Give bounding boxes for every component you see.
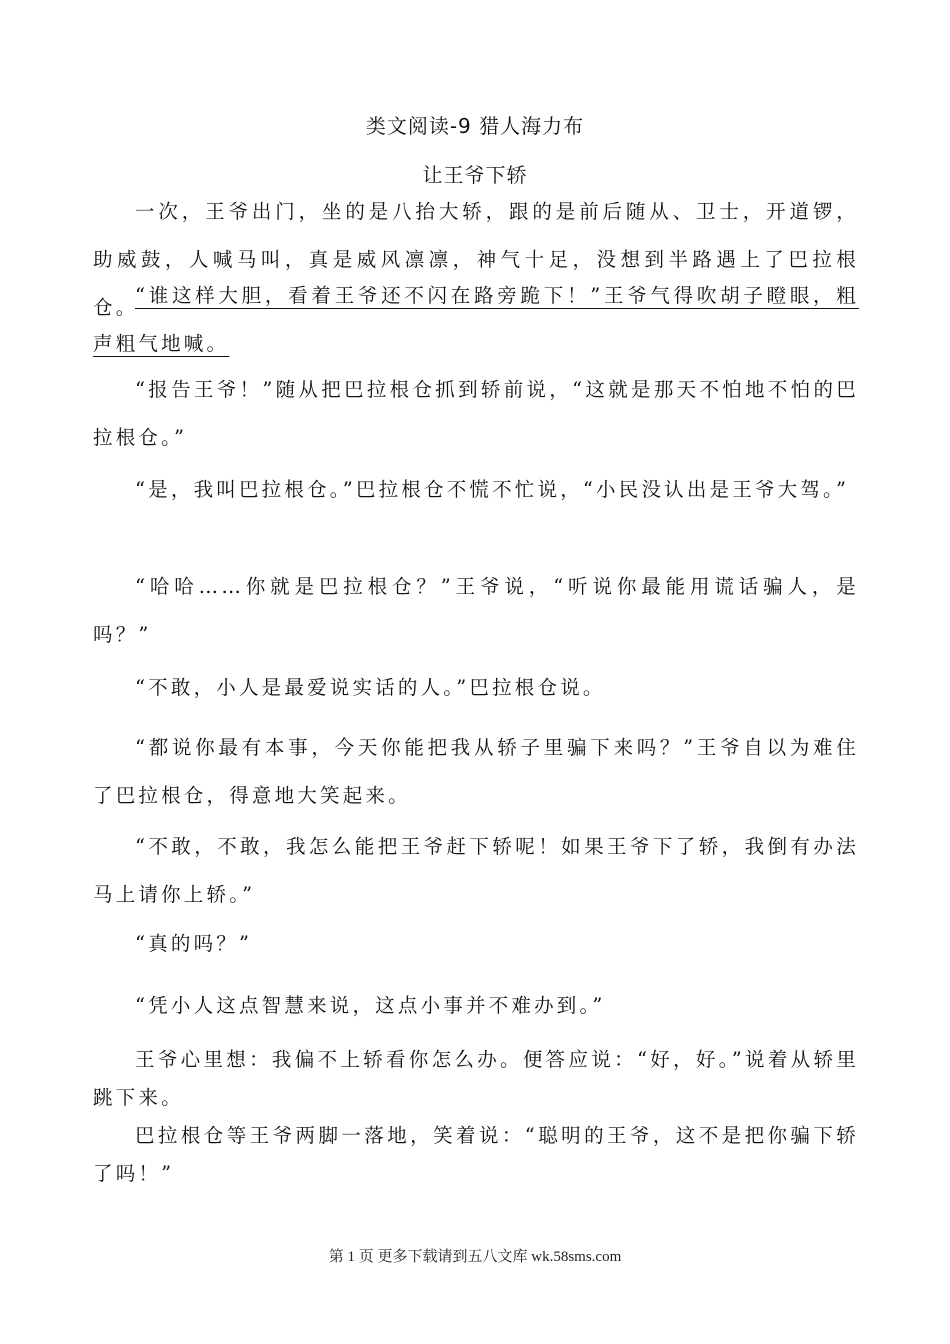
paragraph-4: “是，我叫巴拉根仓。”巴拉根仓不慌不忙说，“小民没认出是王爷大驾。” [135, 478, 850, 501]
paragraph-10: “凭小人这点智慧来说，这点小事并不难办到。” [135, 994, 606, 1017]
paragraph-8: “不敢，不敢，我怎么能把王爷赶下轿呢！如果王爷下了轿，我倒有办法马上请你上轿。” [93, 835, 859, 906]
story-title: 让王爷下轿 [422, 163, 528, 187]
paragraph-11: 王爷心里想：我偏不上轿看你怎么办。便答应说：“好，好。”说着从轿里跳下来。 [93, 1048, 859, 1109]
underlined-sentence: “谁这样大胆，看着王爷还不闪在路旁跪下！”王爷气得吹胡子瞪眼，粗声粗气地喊。 [93, 284, 859, 355]
paragraph-6: “不敢，小人是最爱说实话的人。”巴拉根仓说。 [135, 676, 606, 699]
page-footer: 第 1 页 更多下载请到五八文库 wk.58sms.com [328, 1249, 622, 1265]
paragraph-9: “真的吗？” [135, 932, 253, 955]
paragraph-12: 巴拉根仓等王爷两脚一落地，笑着说：“聪明的王爷，这不是把你骗下轿了吗！” [93, 1124, 859, 1185]
paragraph-5: “哈哈……你就是巴拉根仓？”王爷说，“听说你最能用谎话骗人，是吗？” [93, 575, 859, 646]
document-title: 类文阅读-9 猎人海力布 [365, 114, 585, 138]
paragraph-3: “报告王爷！”随从把巴拉根仓抓到轿前说，“这就是那天不怕地不怕的巴拉根仓。” [93, 378, 859, 449]
paragraph-1: 一次，王爷出门，坐的是八抬大轿，跟的是前后随从、卫士，开道锣，助威鼓，人喊马叫，真是威风凛凛，神气十足，没想到半路遇上了巴拉根仓。 [93, 200, 859, 319]
paragraph-7: “都说你最有本事，今天你能把我从轿子里骗下来吗？”王爷自以为难住了巴拉根仓，得意地大笑起来。 [93, 736, 859, 807]
paragraph-2 [93, 272, 859, 368]
